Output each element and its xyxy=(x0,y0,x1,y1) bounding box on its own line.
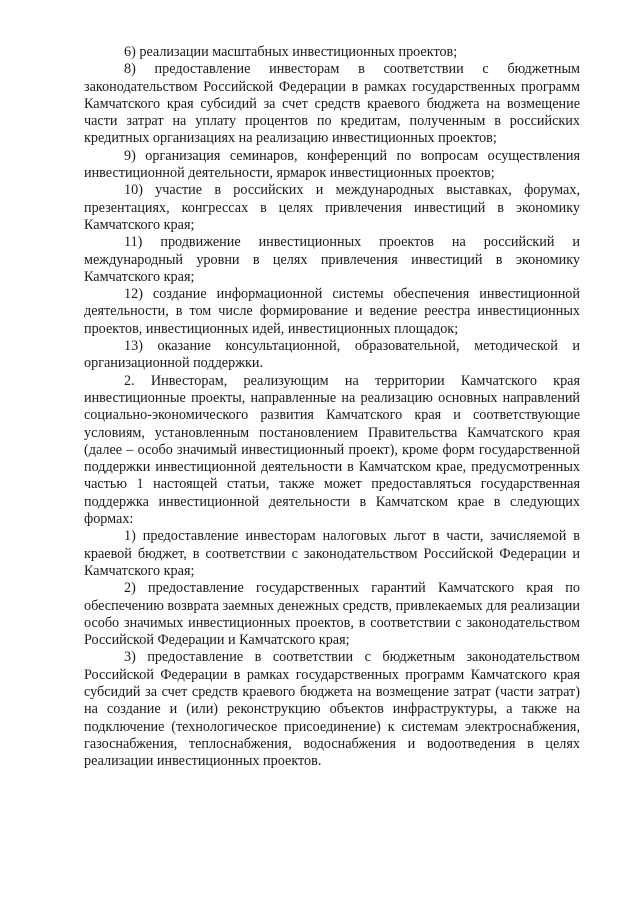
document-page xyxy=(84,44,580,770)
paragraph-item-13: 13) оказание консультационной, образовательной, методической и организационной поддержки. xyxy=(84,338,580,372)
paragraph-item-10: 10) участие в российских и международных выставках, форумах, презентациях, конгрессах в целях привлечения инвестиций в экономику Камчатского края; xyxy=(84,182,580,233)
paragraph-form-2: 2) предоставление государственных гарантий Камчатского края по обеспечению возврата заемных денежных средств, привлекаемых для реализации особо значимых инвестиционных проектов, в соответствии с законодательством Российской Федерации и Камчатского края; xyxy=(84,580,580,649)
paragraph-form-1: 1) предоставление инвесторам налоговых льгот в части, зачисляемой в краевой бюджет, в соответствии с законодательством Российской Федерации и Камчатского края; xyxy=(84,528,580,579)
paragraph-item-12: 12) создание информационной системы обеспечения инвестиционной деятельности, в том числе формирование и ведение реестра инвестиционных проектов, инвестиционных идей, инвестиционных площадок; xyxy=(84,286,580,337)
paragraph-item-8: 8) предоставление инвесторам в соответствии с бюджетным законодательством Российской Федерации в рамках государственных программ Камчатского края субсидий за счет средств краевого бюджета на возмещение части затрат на уплату процентов по кредитам, полученным в российских кредитных организациях на реализацию инвестиционных проектов; xyxy=(84,61,580,147)
scan-corner-mark: · · · xyxy=(14,12,39,19)
paragraph-part-2: 2. Инвесторам, реализующим на территории Камчатского края инвестиционные проекты, направленные на реализацию основных направлений социально-экономического развития Камчатского края и соответствующие условиям, установленным постановлением Правительства Камчатского края (далее – особо значимый инвестиционный проект), кроме форм государственной поддержки инвестиционной деятельности в Камчатском крае, предусмотренных частью 1 настоящей статьи, также может предоставляться государственная поддержка инвестиционной деятельности в Камчатском крае в следующих формах: xyxy=(84,372,580,528)
paragraph-item-9: 9) организация семинаров, конференций по вопросам осуществления инвестиционной деятельности, ярмарок инвестиционных проектов; xyxy=(84,147,580,182)
paragraph-item-11: 11) продвижение инвестиционных проектов на российский и международный уровни в целях привлечения инвестиций в экономику Камчатского края; xyxy=(84,234,580,285)
paragraph-form-3: 3) предоставление в соответствии с бюджетным законодательством Российской Федерации в рамках государственных программ Камчатского края субсидий за счет средств краевого бюджета на возмещение затрат (части затрат) на создание и (или) реконструкцию объектов инфраструктуры, а также на подключение (технологическое присоединение) к системам электроснабжения, газоснабжения, теплоснабжения, водоснабжения и водоотведения в целях реализации инвестиционных проектов. xyxy=(84,649,580,770)
paragraph-item-6: 6) реализации масштабных инвестиционных проектов; xyxy=(124,44,458,60)
